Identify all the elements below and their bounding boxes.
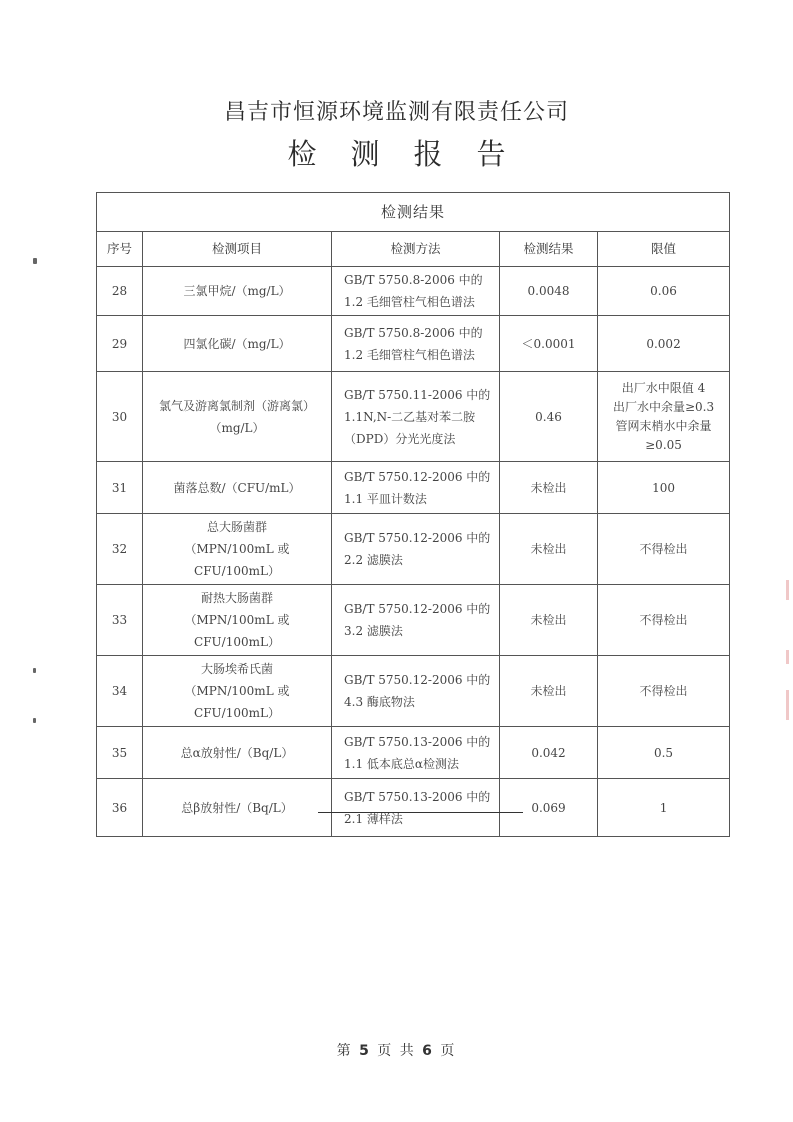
test-result: 0.069	[500, 779, 598, 837]
test-method	[332, 727, 500, 779]
total-pages: 6	[422, 1043, 434, 1059]
limit-value-line: ≥0.05	[645, 437, 682, 452]
column-header-method: 检测方法	[332, 232, 500, 267]
row-number: 35	[97, 727, 143, 779]
test-method	[332, 316, 500, 372]
test-method-line: 1.1 低本底总α检测法	[344, 756, 460, 771]
test-item-line: 三氯甲烷/（mg/L）	[183, 284, 291, 298]
stamp-bleed	[786, 690, 789, 720]
test-item	[143, 372, 332, 462]
limit-value	[598, 514, 730, 585]
limit-value-line: 不得检出	[639, 684, 688, 698]
test-method-line: （DPD）分光光度法	[344, 431, 456, 446]
test-method	[332, 779, 500, 837]
limit-value	[598, 727, 730, 779]
test-result: 未检出	[500, 656, 598, 727]
test-result: 未检出	[500, 514, 598, 585]
test-method-line: 2.1 薄样法	[344, 811, 403, 826]
table-row	[97, 462, 730, 514]
limit-value	[598, 316, 730, 372]
table-row	[97, 372, 730, 462]
row-number: 32	[97, 514, 143, 585]
page-prefix: 第	[336, 1043, 353, 1059]
row-number: 29	[97, 316, 143, 372]
column-header-limit: 限值	[598, 232, 730, 267]
table-row	[97, 514, 730, 585]
limit-value-line: 出厂水中余量≥0.3	[612, 399, 715, 414]
test-method-line: GB/T 5750.12-2006 中的	[344, 531, 491, 545]
test-item	[143, 316, 332, 372]
test-item-line: 耐热大肠菌群	[200, 591, 273, 605]
test-item	[143, 656, 332, 727]
limit-value-line: 0.06	[650, 284, 677, 298]
table-row	[97, 727, 730, 779]
test-item-line: 总大肠菌群	[206, 520, 267, 534]
test-method-line: GB/T 5750.8-2006 中的	[344, 325, 483, 340]
test-result: 未检出	[500, 462, 598, 514]
test-item-line: （MPN/100mL 或 CFU/100mL）	[184, 684, 290, 720]
test-item-line: 总α放射性/（Bq/L）	[180, 745, 294, 760]
test-item	[143, 514, 332, 585]
test-result: 未检出	[500, 585, 598, 656]
test-method	[332, 267, 500, 316]
current-page: 5	[359, 1043, 371, 1059]
footer-rule	[318, 812, 523, 813]
results-table	[96, 192, 730, 837]
test-method	[332, 372, 500, 462]
test-method-line: GB/T 5750.11-2006 中的	[344, 387, 491, 402]
table-caption: 检测结果	[97, 193, 730, 232]
column-header-item: 检测项目	[143, 232, 332, 267]
test-method-line: 1.1N,N-二乙基对苯二胺	[344, 409, 476, 424]
limit-value	[598, 372, 730, 462]
test-item-line: 大肠埃希氏菌	[200, 662, 273, 676]
test-method	[332, 514, 500, 585]
test-method-line: GB/T 5750.13-2006 中的	[344, 734, 491, 749]
limit-value-line: 0.5	[653, 745, 674, 760]
limit-value	[598, 462, 730, 514]
row-number: 33	[97, 585, 143, 656]
limit-value	[598, 779, 730, 837]
test-item	[143, 267, 332, 316]
scan-mark	[33, 718, 36, 723]
limit-value-line: 不得检出	[639, 613, 688, 627]
limit-value-line: 不得检出	[639, 542, 688, 556]
column-header-result: 检测结果	[500, 232, 598, 267]
test-item	[143, 462, 332, 514]
test-item	[143, 585, 332, 656]
test-result: ＜0.0001	[500, 316, 598, 372]
test-method	[332, 462, 500, 514]
table-row	[97, 656, 730, 727]
test-item-line: （MPN/100mL 或 CFU/100mL）	[184, 613, 290, 649]
test-method-line: 1.1 平皿计数法	[344, 491, 427, 506]
limit-value	[598, 267, 730, 316]
test-result: 0.46	[500, 372, 598, 462]
column-header-no: 序号	[97, 232, 143, 267]
test-item-line: 总β放射性/（Bq/L）	[181, 800, 293, 815]
test-result: 0.042	[500, 727, 598, 779]
limit-value-line: 0.002	[646, 336, 681, 351]
limit-value-line: 出厂水中限值 4	[621, 380, 706, 395]
table-row	[97, 267, 730, 316]
row-number: 34	[97, 656, 143, 727]
test-item-line: 氯气及游离氯制剂（游离氯）	[158, 398, 315, 413]
test-result: 0.0048	[500, 267, 598, 316]
row-number: 36	[97, 779, 143, 837]
page-suffix: 页	[440, 1043, 457, 1059]
row-number: 28	[97, 267, 143, 316]
test-method-line: 2.2 滤膜法	[344, 553, 403, 567]
row-number: 30	[97, 372, 143, 462]
test-method	[332, 656, 500, 727]
limit-value-line: 管网末梢水中余量	[615, 418, 712, 433]
limit-value-line: 100	[652, 480, 675, 495]
test-item-line: 菌落总数/（CFU/mL）	[173, 480, 301, 495]
limit-value	[598, 585, 730, 656]
test-method-line: GB/T 5750.12-2006 中的	[344, 602, 491, 616]
test-method-line: GB/T 5750.8-2006 中的	[344, 273, 483, 287]
page-middle: 页 共	[377, 1043, 416, 1059]
table-row	[97, 316, 730, 372]
stamp-bleed	[786, 580, 789, 600]
company-name: 昌吉市恒源环境监测有限责任公司	[223, 100, 569, 125]
test-item	[143, 779, 332, 837]
test-item-line: （mg/L）	[209, 420, 265, 435]
table-row	[97, 779, 730, 837]
test-method	[332, 585, 500, 656]
table-header-row	[97, 232, 730, 267]
test-method-line: 4.3 酶底物法	[344, 695, 415, 709]
test-item-line: （MPN/100mL 或 CFU/100mL）	[184, 542, 290, 578]
limit-value	[598, 656, 730, 727]
page-number	[0, 1040, 793, 1060]
scan-mark	[33, 258, 37, 264]
test-item	[143, 727, 332, 779]
table-row	[97, 585, 730, 656]
test-method-line: 1.2 毛细管柱气相色谱法	[344, 295, 475, 309]
scan-mark	[33, 668, 36, 673]
row-number: 31	[97, 462, 143, 514]
test-method-line: GB/T 5750.12-2006 中的	[344, 469, 491, 484]
test-method-line: GB/T 5750.12-2006 中的	[344, 673, 491, 687]
stamp-bleed	[786, 650, 789, 664]
test-item-line: 四氯化碳/（mg/L）	[183, 336, 291, 351]
test-method-line: 3.2 滤膜法	[344, 624, 403, 638]
test-method-line: GB/T 5750.13-2006 中的	[344, 789, 491, 804]
report-title: 检测报告	[287, 137, 540, 171]
test-method-line: 1.2 毛细管柱气相色谱法	[344, 347, 475, 362]
results-body	[97, 267, 730, 837]
limit-value-line: 1	[659, 800, 668, 815]
